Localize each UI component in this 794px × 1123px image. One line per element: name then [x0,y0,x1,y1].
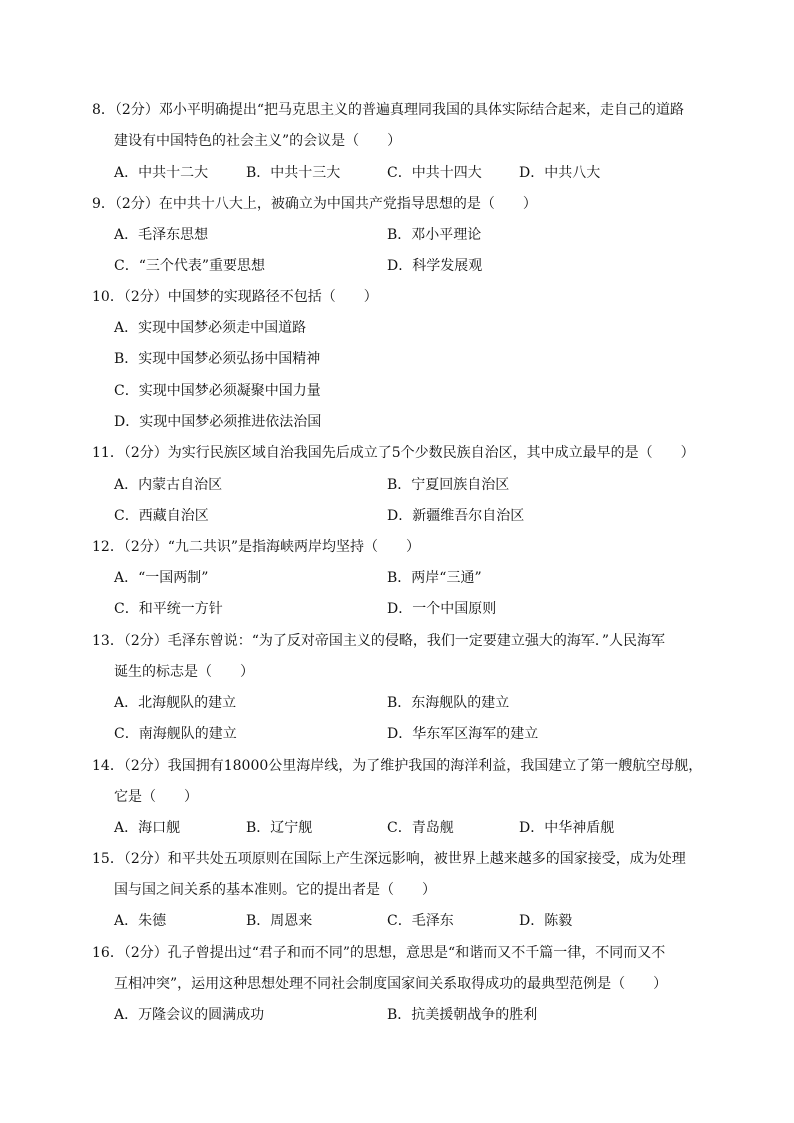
option-b[interactable]: B．邓小平理论 [387,227,482,243]
question-stem-line: 15．（2分）和平共处五项原则在国际上产生深远影响，被世界上越来越多的国家接受，成为处理 [92,851,686,867]
option-a[interactable]: A．毛泽东思想 [114,227,209,243]
option-c[interactable]: C．和平统一方针 [114,601,223,617]
question-stem-line: 13．（2分）毛泽东曾说：“为了反对帝国主义的侵略，我们一定要建立强大的海军．”人民海军 [92,633,666,649]
option-b[interactable]: B．两岸“三通” [387,570,482,586]
option-a[interactable]: A．中共十二大 [114,165,209,181]
question-number: 12． [92,539,124,555]
question-number: 15． [92,851,124,867]
question-stem-line: 它是（ ） [114,789,198,805]
option-a[interactable]: A．海口舰 [114,820,181,836]
question-number: 10． [92,289,124,305]
option-a[interactable]: A．“一国两制” [114,570,209,586]
option-c[interactable]: C．青岛舰 [387,820,454,836]
option-d[interactable]: D．中共八大 [519,165,601,181]
option-c[interactable]: C．南海舰队的建立 [114,726,237,742]
option-c[interactable]: C．中共十四大 [387,165,482,181]
option-b[interactable]: B．抗美援朝战争的胜利 [387,1007,538,1023]
question-stem-line: 16．（2分）孔子曾提出过“君子和而不同”的思想，意思是“和谐而又不千篇一律，不同而又不 [92,945,666,961]
option-a[interactable]: A．朱德 [114,913,167,929]
option-b[interactable]: B．东海舰队的建立 [387,695,510,711]
option-c[interactable]: C．西藏自治区 [114,508,209,524]
question-stem-line: 12．（2分）“九二共识”是指海峡两岸均坚持（ ） [92,539,421,555]
option-c[interactable]: C．实现中国梦必须凝聚中国力量 [114,383,321,399]
question-stem-line: 14．（2分）我国拥有18000公里海岸线，为了维护我国的海洋利益，我国建立了第一艘航空母舰， [92,758,703,774]
option-c[interactable]: C．“三个代表”重要思想 [114,258,266,274]
question-stem-line: 8．（2分）邓小平明确提出“把马克思主义的普遍真理同我国的具体实际结合起来，走自己的道路 [92,102,684,118]
question-number: 16． [92,945,124,961]
question-stem-line: 诞生的标志是（ ） [114,664,254,680]
option-a[interactable]: A．实现中国梦必须走中国道路 [114,320,307,336]
question-number: 14． [92,758,124,774]
option-d[interactable]: D．中华神盾舰 [519,820,615,836]
option-d[interactable]: D．华东军区海军的建立 [387,726,539,742]
option-b[interactable]: B．周恩来 [246,913,313,929]
question-number: 8． [92,102,115,118]
option-a[interactable]: A．北海舰队的建立 [114,695,237,711]
question-stem-line: 国与国之间关系的基本准则。它的提出者是（ ） [114,882,436,898]
question-number: 13． [92,633,124,649]
question-stem-line: 10．（2分）中国梦的实现路径不包括（ ） [92,289,378,305]
option-c[interactable]: C．毛泽东 [387,913,454,929]
option-b[interactable]: B．实现中国梦必须弘扬中国精神 [114,351,321,367]
option-d[interactable]: D．新疆维吾尔自治区 [387,508,525,524]
option-a[interactable]: A．万隆会议的圆满成功 [114,1007,265,1023]
option-d[interactable]: D．陈毅 [519,913,573,929]
option-b[interactable]: B．宁夏回族自治区 [387,477,510,493]
option-b[interactable]: B．中共十三大 [246,165,341,181]
question-stem-line: 9．（2分）在中共十八大上，被确立为中国共产党指导思想的是（ ） [92,196,537,212]
question-number: 9． [92,196,115,212]
question-stem-line: 建设有中国特色的社会主义”的会议是（ ） [114,133,402,149]
question-stem-line: 互相冲突”，运用这种思想处理不同社会制度国家间关系取得成功的最典型范例是（ ） [114,976,668,992]
option-d[interactable]: D．一个中国原则 [387,601,497,617]
option-a[interactable]: A．内蒙古自治区 [114,477,223,493]
option-b[interactable]: B．辽宁舰 [246,820,313,836]
option-d[interactable]: D．科学发展观 [387,258,483,274]
option-d[interactable]: D．实现中国梦必须推进依法治国 [114,414,322,430]
question-stem-line: 11．（2分）为实行民族区域自治我国先后成立了5个少数民族自治区，其中成立最早的是（ ） [92,445,695,461]
question-number: 11． [92,445,124,461]
